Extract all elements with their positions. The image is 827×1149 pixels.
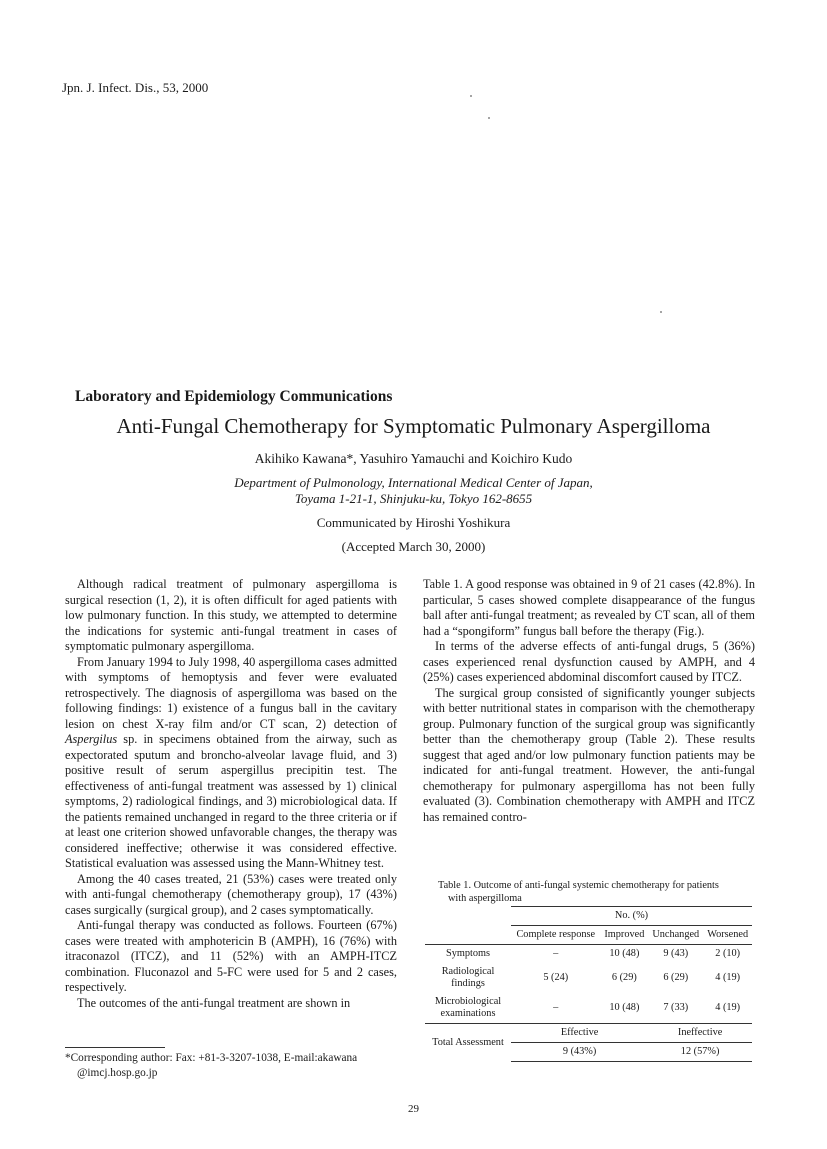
caption-text: Table 1. Outcome of anti-fungal systemic chemotherapy for patients	[438, 880, 719, 891]
table-cell: 2 (10)	[715, 948, 741, 959]
communicated-by: Communicated by Hiroshi Yoshikura	[316, 515, 511, 530]
journal-reference: Jpn. J. Infect. Dis., 53, 2000	[62, 80, 209, 95]
table-cell: 9 (43)	[663, 948, 689, 959]
table-caption	[438, 879, 758, 905]
row-label: Symptoms	[445, 948, 491, 959]
table-cell: –	[553, 948, 559, 959]
scan-speck	[470, 95, 472, 97]
ineffective-value: 12 (57%)	[648, 1043, 752, 1062]
row-label: Total Assessment	[432, 1036, 504, 1048]
table-cell: 7 (33)	[648, 993, 703, 1024]
group-header: No. (%)	[511, 907, 752, 926]
table-cell: 10 (48)	[609, 948, 640, 959]
table-cell: 10 (48)	[601, 993, 649, 1024]
body-text: From January 1994 to July 1998, 40 aspergilloma cases admitted with symptoms of hemoptysis and fever were evaluated retrospectively. The diagnosis of aspergilloma was based on the following findings: 1) existence of a fungus ball in the cavitary lesion on chest X-ray film and/or CT scan, 2) detection of	[65, 654, 397, 731]
column-header: Worsened	[703, 926, 752, 945]
article-title: Anti-Fungal Chemotherapy for Symptomatic Pulmonary Aspergilloma	[116, 414, 711, 438]
body-paragraph: Among the 40 cases treated, 21 (53%) cases were treated only with anti-fungal chemotherapy (chemotherapy group), 17 (43%) cases surgically (surgical group), and 2 cases symptomatically.	[65, 871, 397, 917]
scan-speck	[488, 117, 490, 119]
body-column-right	[423, 577, 755, 825]
effective-label: Effective	[511, 1024, 648, 1043]
footnote-email: @imcj.hosp.go.jp	[77, 1067, 158, 1079]
table-header-row	[425, 926, 752, 945]
table-cell: 5 (24)	[543, 972, 569, 983]
body-paragraph: Table 1. A good response was obtained in 9 of 21 cases (42.8%). In particular, 5 cases showed complete disappearance of the fungus ball after anti-fungal treatment; as revealed by CT scan, all of them had a “spongiform” fungus ball before the therapy (Fig.).	[423, 577, 755, 638]
table-row	[425, 945, 752, 964]
column-header: Complete response	[511, 926, 601, 945]
outcome-table	[425, 906, 752, 1062]
body-paragraph: Although radical treatment of pulmonary aspergilloma is surgical resection (1, 2), it is often difficult for aged patients with low pulmonary function. In this study, we attempted to determine the indications for systemic anti-fungal treatment in cases of symptomatic pulmonary aspergilloma.	[65, 577, 397, 653]
affiliation-line: Department of Pulmonology, International Medical Center of Japan,	[234, 475, 593, 490]
species-name: Aspergilus	[65, 732, 118, 746]
row-label: Radiological findings	[441, 966, 495, 989]
scan-speck	[660, 311, 662, 313]
body-paragraph: The outcomes of the anti-fungal treatment are shown in	[77, 995, 351, 1010]
table-cell: 6 (29)	[611, 972, 637, 983]
accepted-date: (Accepted March 30, 2000)	[341, 539, 486, 554]
footnote-rule	[65, 1047, 165, 1048]
body-text: sp. in specimens obtained from the airway, such as expectorated sputum and broncho-alveolar lavage fluid, and 3) positive result of serum aspergillus precipitin test. The effectiveness of anti-fungal treatment was assessed by 1) clinical symptoms, 2) radiological findings, and 3) microbiological data. If the patients remained unchanged in regard to the three criteria or if at least one criterion showed unfavorable changes, the therapy was considered ineffective; otherwise it was considered effective. Statistical evaluation was assessed using the Mann-Whitney test.	[65, 732, 397, 870]
row-label: Microbiological examinations	[425, 993, 511, 1024]
table-cell	[425, 926, 511, 945]
body-paragraph: The surgical group consisted of significantly younger subjects with better nutritional states in comparison with the chemotherapy group. Pulmonary function of the surgical group was significantly better than the chemotherapy group (Table 2). These results suggest that aged and/or low pulmonary function patients may be indicated for anti-fungal treatment. However, the anti-fungal chemotherapy for pulmonary aspergilloma has not been fully evaluated (3). Combination chemotherapy with AMPH and ITCZ has remained contro-	[423, 685, 755, 824]
page-number: 29	[408, 1103, 419, 1115]
body-paragraph	[65, 655, 397, 872]
caption-text: with aspergilloma	[448, 893, 522, 904]
column-header: Unchanged	[648, 926, 703, 945]
section-heading: Laboratory and Epidemiology Communications	[75, 388, 393, 405]
table-cell: –	[511, 993, 601, 1024]
affiliation-line: Toyama 1-21-1, Shinjuku-ku, Tokyo 162-8655	[294, 491, 533, 506]
column-header: Improved	[601, 926, 649, 945]
table-group-header-row	[425, 907, 752, 926]
table-cell: 6 (29)	[663, 972, 689, 983]
body-column-left	[65, 577, 397, 1011]
effective-value: 9 (43%)	[511, 1043, 648, 1062]
author-list: Akihiko Kawana*, Yasuhiro Yamauchi and Koichiro Kudo	[254, 451, 573, 466]
footnote-text: *Corresponding author: Fax: +81-3-3207-1038, E-mail:akawana	[65, 1052, 358, 1064]
table-cell: 4 (19)	[703, 993, 752, 1024]
table-row	[425, 993, 752, 1024]
table-cell	[425, 907, 511, 926]
body-paragraph: In terms of the adverse effects of anti-fungal drugs, 5 (36%) cases experienced renal dysfunction caused by AMPH, and 4 (25%) cases experienced abdominal discomfort caused by ITCZ.	[423, 639, 755, 684]
table-cell: 4 (19)	[715, 972, 741, 983]
corresponding-author-footnote	[65, 1051, 401, 1081]
table-row	[425, 963, 752, 993]
table-total-row	[425, 1024, 752, 1043]
body-paragraph: Anti-fungal therapy was conducted as follows. Fourteen (67%) cases were treated with amphotericin B (AMPH), 16 (76%) with itraconazol (ITCZ), and 11 (52%) with an AMPH-ITCZ combination. Fluconazol and 5-FC were used for 5 and 2 cases, respectively.	[65, 918, 397, 994]
ineffective-label: Ineffective	[648, 1024, 752, 1043]
